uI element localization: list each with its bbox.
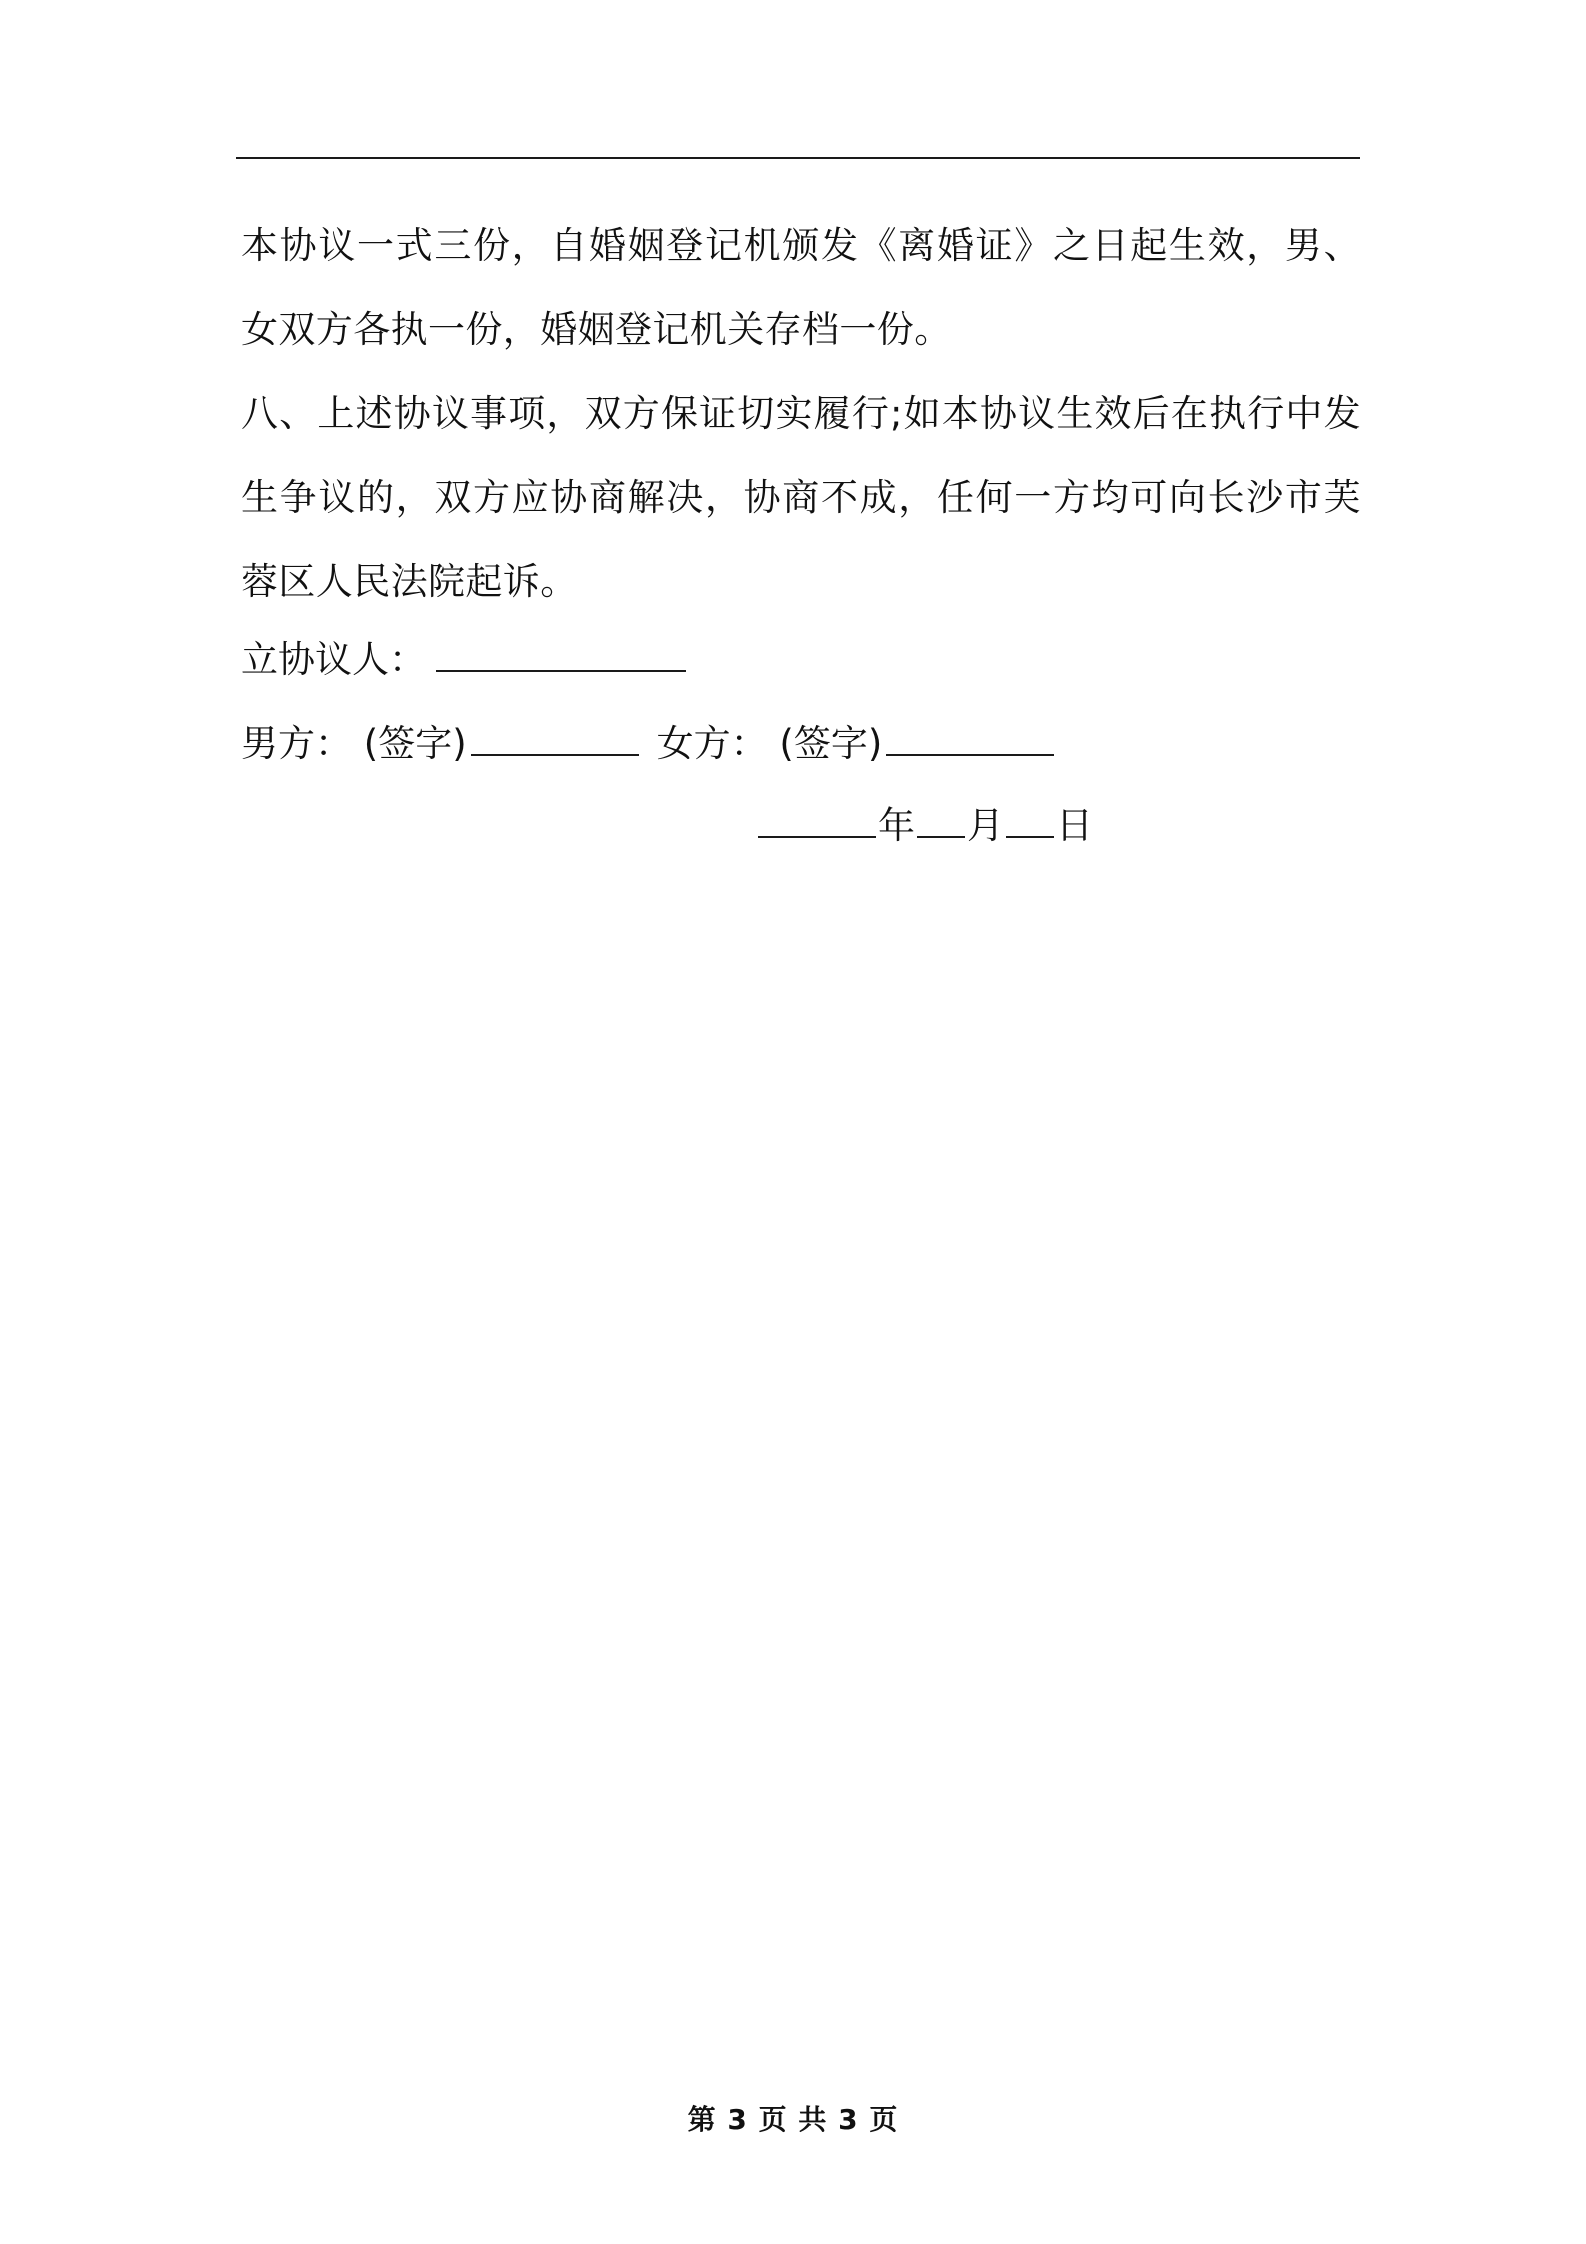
day-label: 日 (1056, 804, 1093, 847)
male-label: 男方： (241, 722, 352, 765)
header-rule (236, 157, 1360, 159)
date-row (758, 800, 1093, 850)
month-label: 月 (967, 804, 1004, 847)
year-label: 年 (878, 804, 915, 847)
paragraph-effectiveness: 本协议一式三份，自婚姻登记机颁发《离婚证》之日起生效，男、女双方各执一份，婚姻登记机关存档一份。 (241, 224, 1361, 351)
female-signature-blank (886, 718, 1054, 756)
month-blank (917, 800, 965, 838)
signer-label: 立协议人： (241, 638, 426, 681)
male-signature-blank (471, 718, 639, 756)
signer-row (241, 634, 686, 684)
day-blank (1006, 800, 1054, 838)
page-number: 第 3 页 共 3 页 (687, 2103, 899, 2136)
signature-row (241, 718, 1054, 768)
female-label: 女方： (656, 722, 768, 765)
signer-blank (436, 634, 686, 672)
year-blank (758, 800, 876, 838)
male-sign-label: (签字) (363, 722, 467, 765)
document-body (241, 204, 1361, 624)
paragraph-article-8: 八、上述协议事项，双方保证切实履行;如本协议生效后在执行中发生争议的，双方应协商解决，协商不成，任何一方均可向长沙市芙蓉区人民法院起诉。 (241, 392, 1361, 603)
female-sign-label: (签字) (779, 722, 883, 765)
